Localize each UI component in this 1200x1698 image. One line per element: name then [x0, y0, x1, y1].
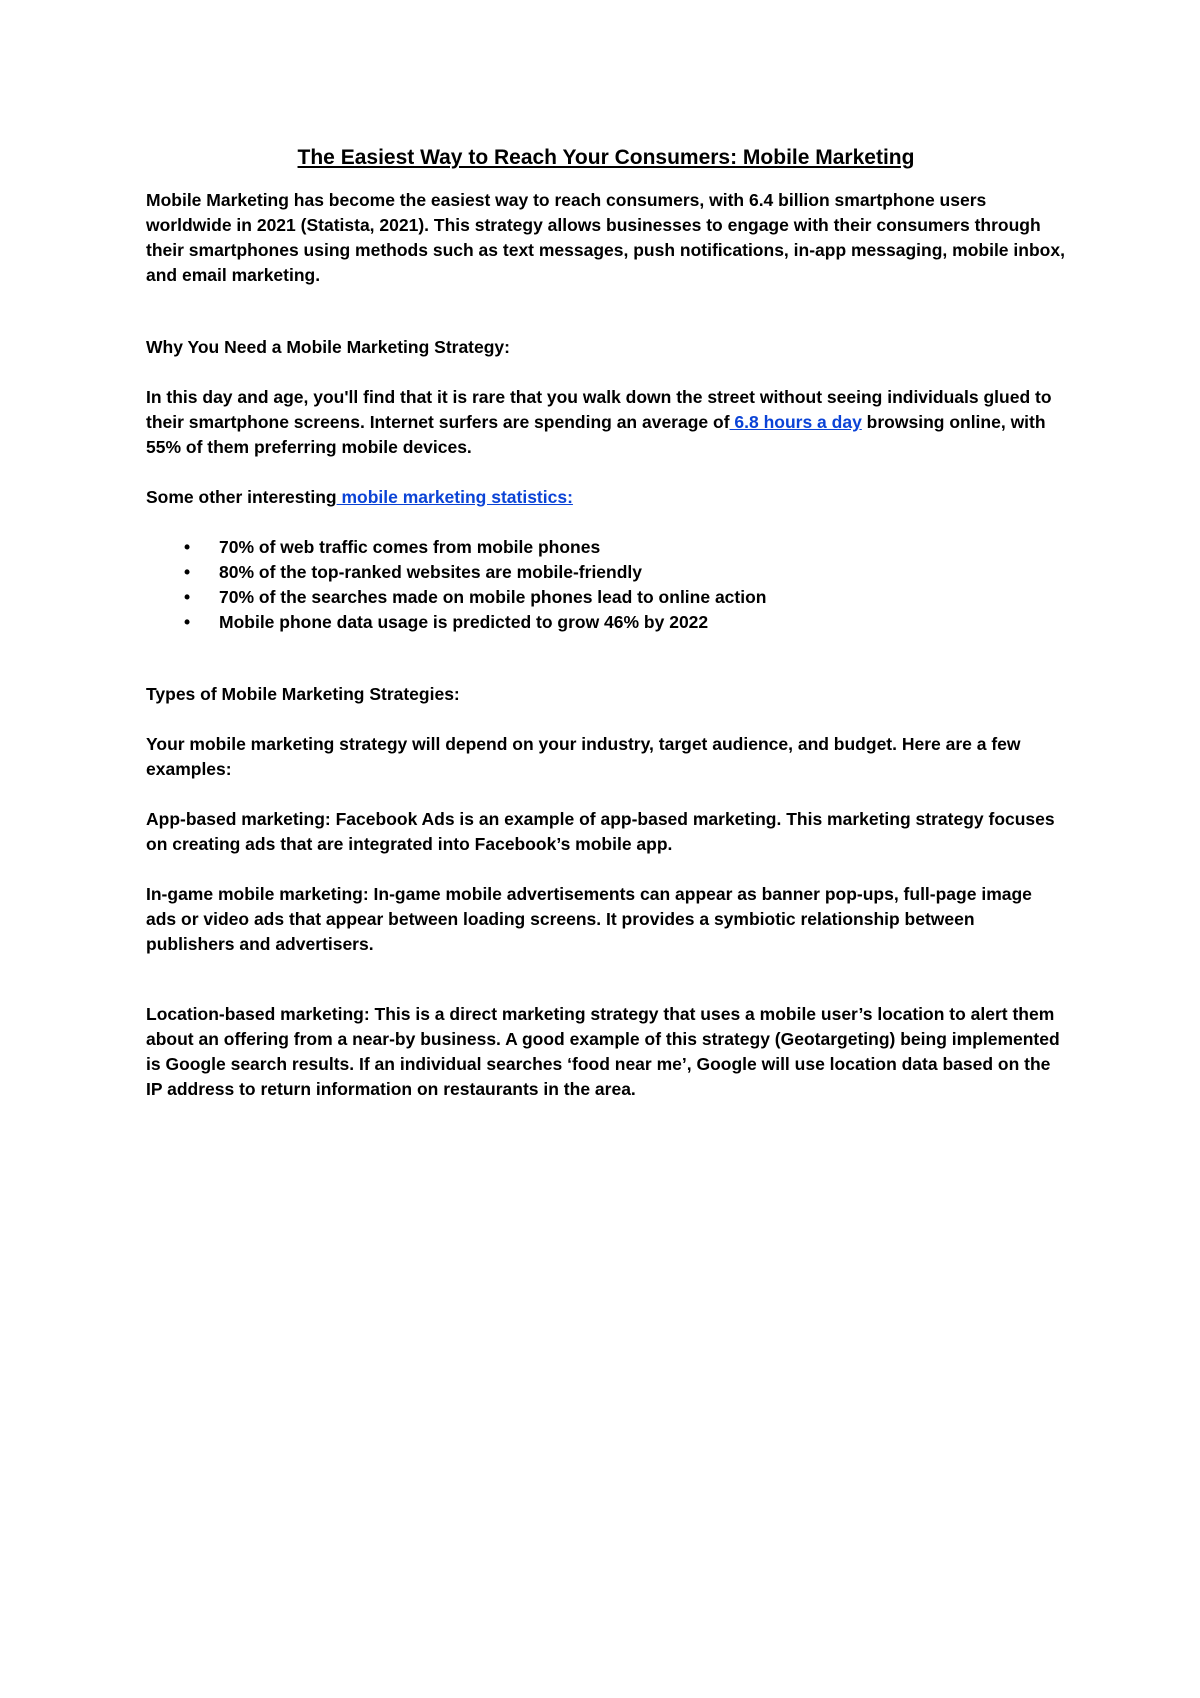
intro-paragraph: Mobile Marketing has become the easiest way to reach consumers, with 6.4 billion smartphone users worldwide in 2021 (Statista, 2021). This strategy allows businesses to engage with their consumers through their smartphones using methods such as text messages, push notifications, in-app messaging, mobile inbox, and email marketing.: [146, 190, 1065, 285]
list-item-text: Mobile phone data usage is predicted to grow 46% by 2022: [219, 612, 709, 632]
list-item-text: 80% of the top-ranked websites are mobile-friendly: [219, 562, 643, 582]
why-paragraph: [146, 385, 1066, 460]
list-item: [146, 560, 1066, 585]
stats-intro-text: Some other interesting: [146, 487, 337, 507]
why-paragraph-text-before: In this day and age, you'll find that it is rare that you walk down the street without seeing individuals glued to their smartphone screens. Internet surfers are spending an average of: [146, 387, 1052, 432]
types-intro-paragraph: Your mobile marketing strategy will depend on your industry, target audience, and budget. Here are a few examples:: [146, 734, 1021, 779]
list-item: [146, 585, 1066, 610]
list-item-text: 70% of web traffic comes from mobile phones: [219, 537, 601, 557]
list-item-text: 70% of the searches made on mobile phones lead to online action: [219, 587, 767, 607]
location-based-paragraph: Location-based marketing: This is a direct marketing strategy that uses a mobile user’s location to alert them about an offering from a near-by business. A good example of this strategy (Geotargeting) being implemented is Google search results. If an individual searches ‘food near me’, Google will use location data based on the IP address to return information on restaurants in the area.: [146, 1004, 1060, 1099]
document-body: [146, 144, 1066, 1127]
bullet-icon: •: [184, 537, 191, 557]
list-item: [146, 535, 1066, 560]
stats-intro: [146, 485, 1066, 510]
stats-list: [146, 535, 1066, 635]
document-title: The Easiest Way to Reach Your Consumers: Mobile Marketing: [297, 146, 915, 169]
app-based-paragraph: App-based marketing: Facebook Ads is an example of app-based marketing. This marketing strategy focuses on creating ads that are integrated into Facebook’s mobile app.: [146, 809, 1055, 854]
bullet-icon: •: [184, 612, 191, 632]
mobile-marketing-statistics-link[interactable]: mobile marketing statistics:: [336, 487, 573, 507]
why-paragraph-text-after: browsing online, with 55% of them preferring mobile devices.: [146, 412, 1046, 457]
bullet-icon: •: [184, 562, 191, 582]
bullet-icon: •: [184, 587, 191, 607]
list-item: [146, 610, 1066, 635]
types-heading: Types of Mobile Marketing Strategies:: [146, 684, 460, 704]
hours-a-day-link[interactable]: 6.8 hours a day: [729, 412, 862, 432]
why-heading: Why You Need a Mobile Marketing Strategy:: [146, 337, 510, 357]
in-game-paragraph: In-game mobile marketing: In-game mobile advertisements can appear as banner pop-ups, full-page image ads or video ads that appear between loading screens. It provides a symbiotic relationship between publishers and advertisers.: [146, 884, 1032, 954]
